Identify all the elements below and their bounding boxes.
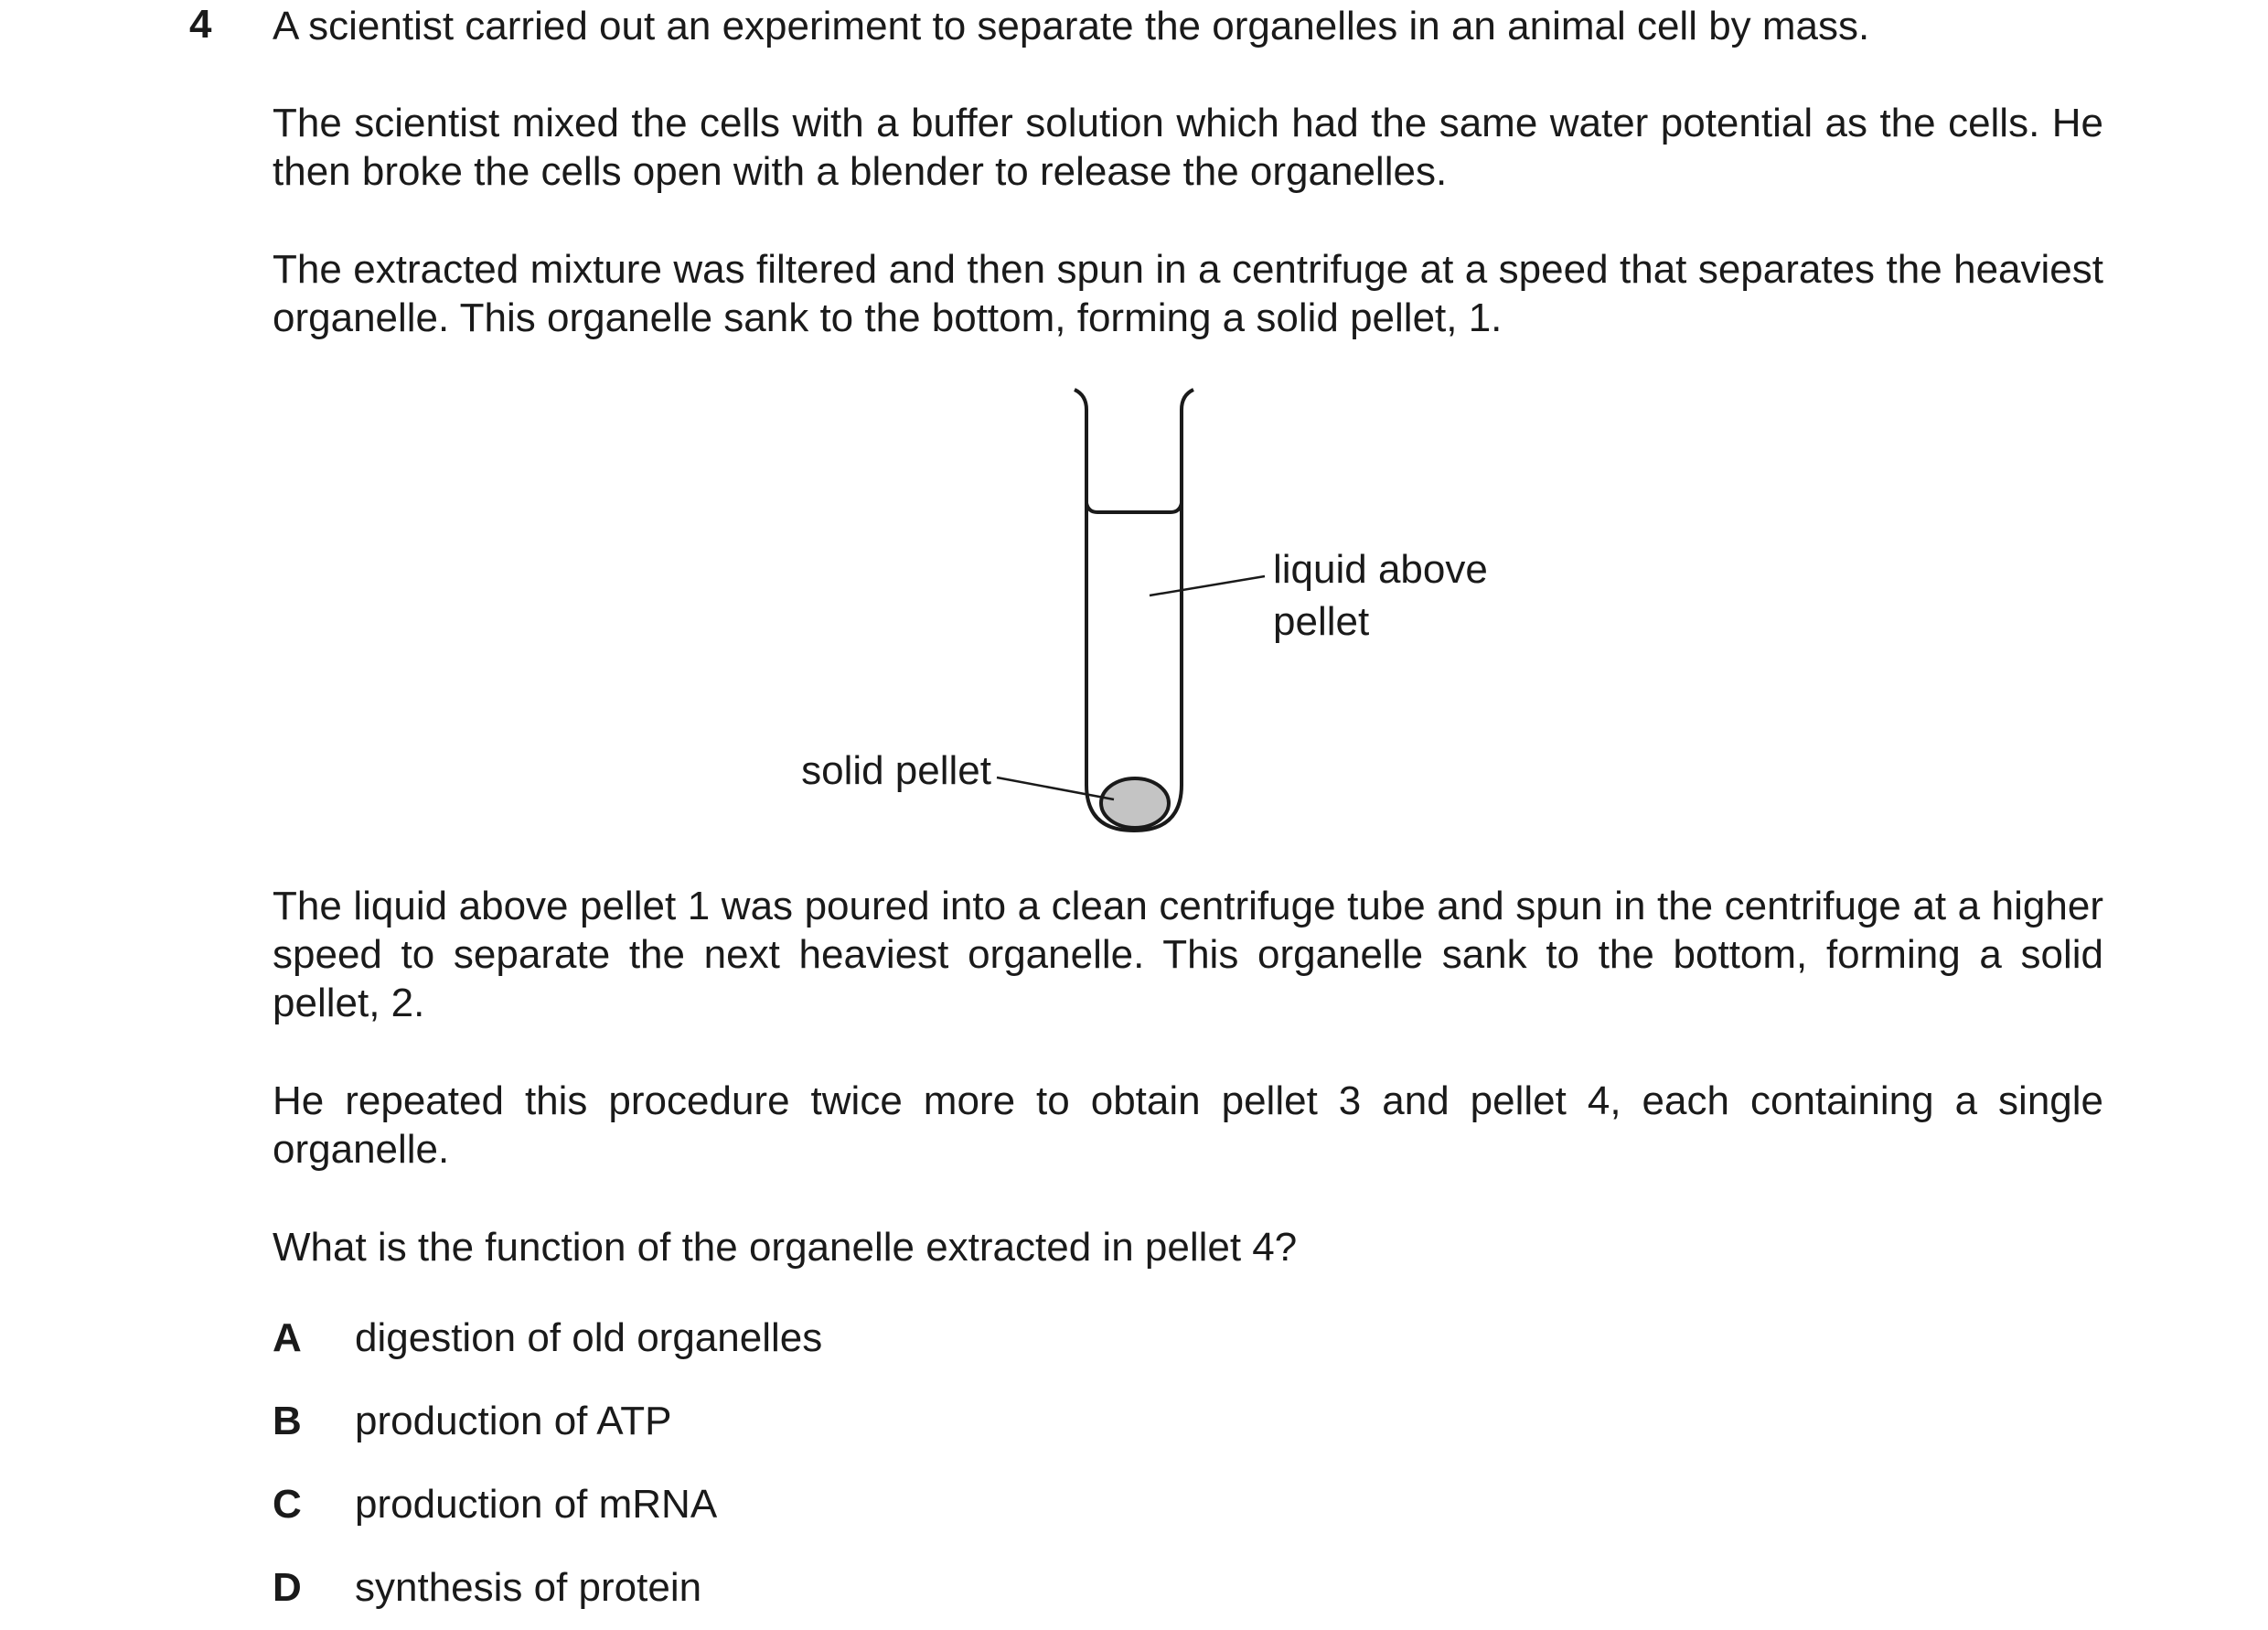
solid-pellet-shape (1101, 778, 1169, 828)
question-number: 4 (189, 2, 212, 47)
option-a-text: digestion of old organelles (355, 1315, 823, 1360)
option-b-letter: B (273, 1399, 302, 1443)
option-d (273, 1563, 701, 1612)
test-tube-outline (1075, 390, 1193, 831)
solid-pellet-label: solid pellet (801, 748, 991, 793)
question-paragraph-repeat: He repeated this procedure twice more to obtain pellet 3 and pellet 4, each containing a single organelle. (273, 1078, 2103, 1172)
liquid-label-line2: pellet (1273, 599, 1370, 644)
pellet-leader-line (997, 777, 1114, 799)
option-d-text: synthesis of protein (355, 1565, 702, 1610)
option-b (273, 1397, 672, 1445)
liquid-leader-line (1150, 576, 1265, 595)
option-d-letter: D (273, 1565, 302, 1610)
option-c (273, 1480, 717, 1528)
option-a (273, 1314, 822, 1362)
option-b-text: production of ATP (355, 1399, 672, 1443)
option-c-text: production of mRNA (355, 1482, 718, 1527)
liquid-label-line1: liquid above (1273, 547, 1488, 592)
question-paragraph-centrifuge: The extracted mixture was filtered and then spun in a centrifuge at a speed that separates the heaviest organelle. This organelle sank to the bottom, forming a solid pellet, 1. (273, 247, 2103, 340)
liquid-surface-line (1086, 503, 1182, 512)
option-a-letter: A (273, 1315, 302, 1360)
question-paragraph-buffer: The scientist mixed the cells with a buffer solution which had the same water potential as the cells. He then broke the cells open with a blender to release the organelles. (273, 101, 2103, 194)
question-intro: A scientist carried out an experiment to separate the organelles in an animal cell by mass. (273, 4, 1870, 48)
question-paragraph-second-spin: The liquid above pellet 1 was poured into a clean centrifuge tube and spun in the centrifuge at a higher speed to separate the next heaviest organelle. This organelle sank to the bottom, forming a solid pellet, 2. (273, 884, 2103, 1025)
question-stem: What is the function of the organelle extracted in pellet 4? (273, 1225, 1298, 1270)
option-c-letter: C (273, 1482, 302, 1527)
